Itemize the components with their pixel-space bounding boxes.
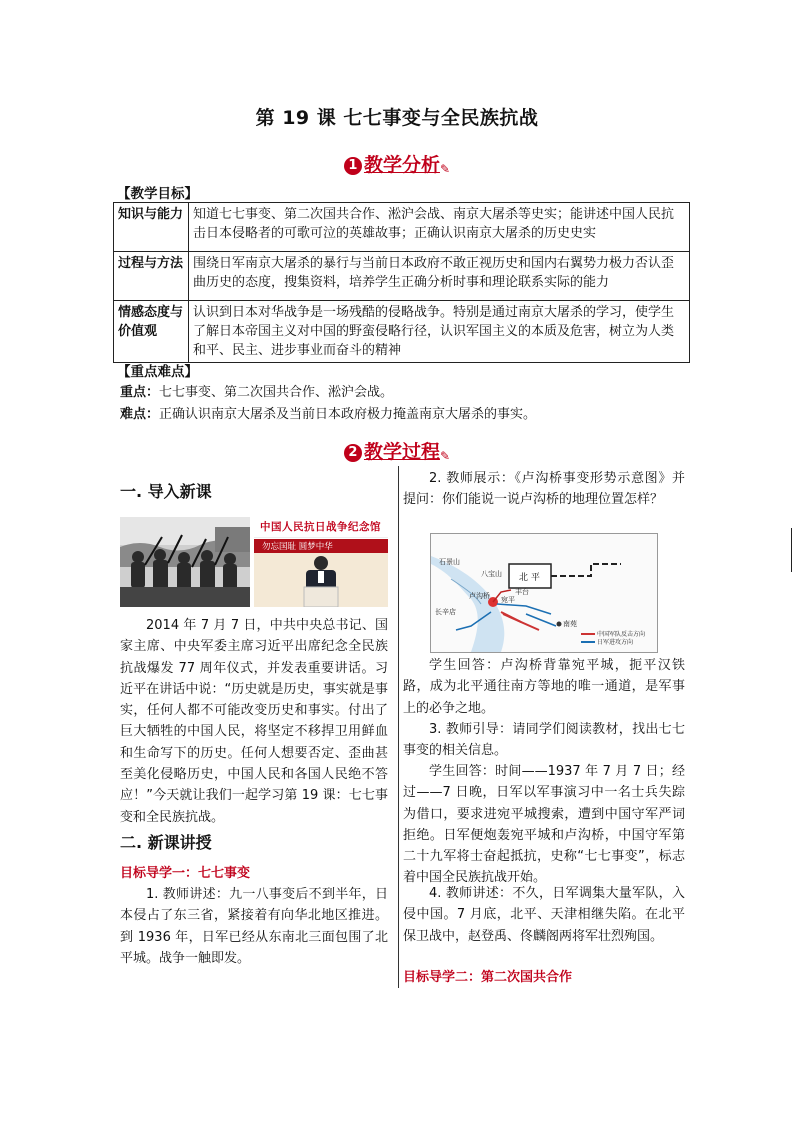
student-answer-2: 学生回答：时间——1937 年 7 月 7 日；经过——7 日晚，日军以军事演习中一名士兵失踪为借口，要求进宛平城搜索，遭到中国守军严词拒绝。日军便炮轰宛平城和卢沟桥，中国守军第二十九军将士奋起抵抗，史称“七七事变”，标志着中国全民族抗战开始。 <box>403 764 685 886</box>
speaker-illustration <box>254 553 388 607</box>
key-label: 重点： <box>120 385 160 400</box>
heading-new-lesson: 二. 新课讲授 <box>120 833 212 852</box>
section-header-process <box>0 437 794 464</box>
banner-text: 中国人民抗日战争纪念馆 <box>260 521 381 533</box>
red-banner <box>254 539 388 553</box>
pen-icon: ✎ <box>439 449 451 463</box>
section-title: 教学过程 <box>363 441 440 463</box>
difficulty-text: 正确认识南京大屠杀及当前日本政府极力掩盖南京大屠杀的事实。 <box>159 407 537 422</box>
difficulty-label: 难点： <box>120 407 160 422</box>
section-number-badge: 1 <box>344 157 362 175</box>
key-point-line <box>120 383 393 403</box>
table-row <box>114 203 690 252</box>
map-label-nanyuan: 南苑 <box>563 620 577 628</box>
teaching-goals-label: 【教学目标】 <box>117 186 198 202</box>
row-head: 情感态度与价值观 <box>114 301 189 363</box>
goal-one-heading: 目标导学一：七七事变 <box>120 866 251 881</box>
teaching-goals-table <box>113 202 690 363</box>
column-divider <box>398 466 399 988</box>
ceremony-photo <box>254 515 388 607</box>
map-label-lugouqiao: 卢沟桥 <box>469 592 490 600</box>
table-row <box>114 252 690 301</box>
section-number-badge: 2 <box>344 444 362 462</box>
student-answer-1: 学生回答：卢沟桥背靠宛平城，扼平汉铁路，成为北平通往南方等地的唯一通道，是军事上的必争之地。 <box>403 658 685 716</box>
soldiers-illustration <box>120 517 250 607</box>
row-text: 围绕日军南京大屠杀的暴行与当前日本政府不敢正视历史和国内右翼势力极力否认歪曲历史的态度，搜集资料，培养学生正确分析时事和理论联系实际的能力 <box>189 252 690 301</box>
lesson-paragraph-3: 3. 教师引导：请同学们阅读教材，找出七七事变的相关信息。 <box>403 722 685 759</box>
section-title: 教学分析 <box>363 154 440 176</box>
row-head: 过程与方法 <box>114 252 189 301</box>
margin-mark <box>791 528 792 572</box>
map-label-changxindian: 长辛店 <box>435 608 456 616</box>
row-text: 认识到日本对华战争是一场残酷的侵略战争。特别是通过南京大屠杀的学习，使学生了解日本帝国主义对中国的野蛮侵略行径，认识军国主义的本质及危害，树立为人类和平、民主、进步事业而奋斗的精神 <box>189 301 690 363</box>
goal-two-heading: 目标导学二：第二次国共合作 <box>403 970 573 985</box>
map-label-babaoshan: 八宝山 <box>481 570 502 578</box>
page-title: 第 19 课 七七事变与全民族抗战 <box>255 107 539 129</box>
banner-slogan: 勿忘国耻 圆梦中华 <box>262 542 333 552</box>
lesson-paragraph-4: 4. 教师讲述：不久，日军调集大量军队，入侵中国。7 月底，北平、天津相继失陷。在北平保卫战中，赵登禹、佟麟阁两将军壮烈殉国。 <box>403 886 685 944</box>
legend-chinese-army: 中国军队反击方向 <box>597 631 646 638</box>
map-label-wanping: 宛平 <box>501 596 515 604</box>
map-label-shijingshan: 石景山 <box>439 558 460 566</box>
lesson-paragraph-1: 1. 教师讲述：九一八事变后不到半年，日本侵占了东三省，紧接着有向华北地区推进。到 1936 年，日军已经从东南北三面包围了北平城。战争一触即发。 <box>120 887 388 966</box>
key-text: 七七事变、第二次国共合作、淞沪会战。 <box>159 385 394 400</box>
map-label-beiping: 北 平 <box>519 573 540 583</box>
map-illustration <box>431 534 657 652</box>
map-label-fengtai: 丰台 <box>515 588 529 596</box>
heading-intro: 一. 导入新课 <box>120 482 212 501</box>
key-points-label: 【重点难点】 <box>117 364 198 380</box>
section-header-analysis <box>0 150 794 177</box>
intro-paragraph: 2014 年 7 月 7 日，中共中央总书记、国家主席、中央军委主席习近平出席纪念全民族抗战爆发 77 周年仪式，并发表重要讲话。习近平在讲话中说：“历史就是历史，事实就是事实，任何人都不可能改变历史和事实。付出了巨大牺牲的中国人民，将坚定不移捍卫用鲜血和生命写下的历史。任何人想要否定、歪曲甚至美化侵略历史，中国人民和各国人民绝不答应！”今天就让我们一起学习第 19 课：七七事变和全民族抗战。 <box>120 618 388 825</box>
legend-japanese-army: 日军进攻方向 <box>597 639 634 646</box>
soldiers-photo <box>120 517 250 607</box>
lesson-paragraph-2: 2. 教师展示：《卢沟桥事变形势示意图》并提问：你们能说一说卢沟桥的地理位置怎样？ <box>403 471 685 508</box>
row-text: 知道七七事变、第二次国共合作、淞沪会战、南京大屠杀等史实；能讲述中国人民抗击日本侵略者的可歌可泣的英雄故事；正确认识南京大屠杀的历史史实 <box>189 203 690 252</box>
table-row <box>114 301 690 363</box>
lugouqiao-map <box>430 533 658 653</box>
difficulty-line <box>120 405 536 425</box>
pen-icon: ✎ <box>439 162 451 176</box>
row-head: 知识与能力 <box>114 203 189 252</box>
